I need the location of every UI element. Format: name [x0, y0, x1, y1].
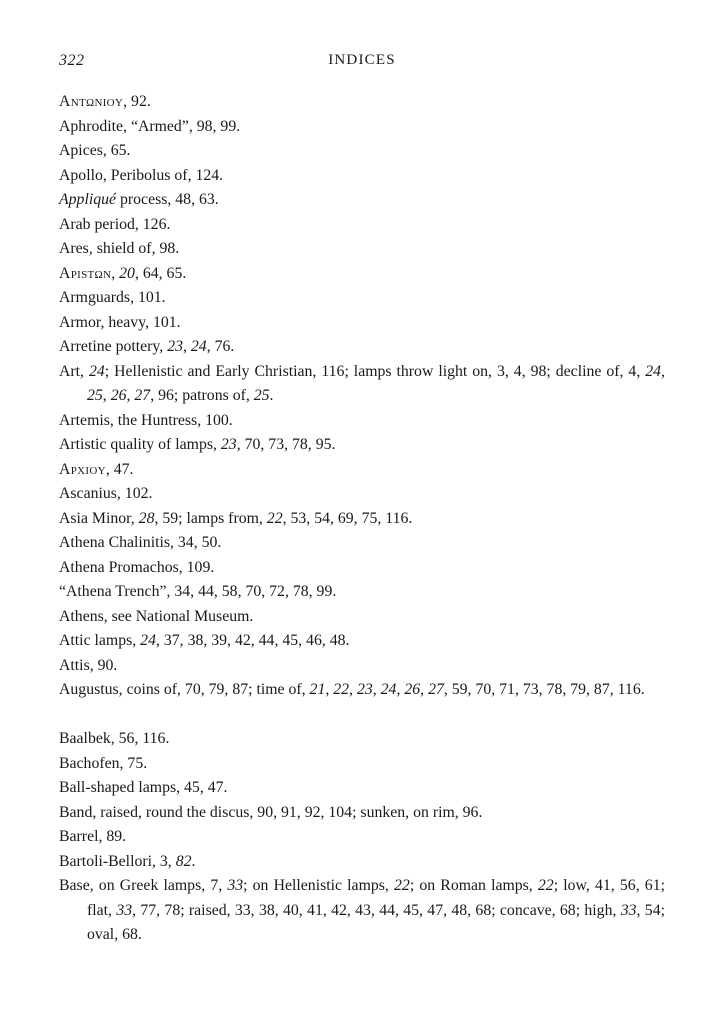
index-entry [59, 213, 665, 238]
index-entry [59, 580, 665, 605]
entry-text: Armguards, 101. [59, 289, 166, 306]
entry-text: 26 [110, 387, 127, 404]
entry-text: 23 [356, 681, 373, 698]
index-entry [59, 629, 665, 654]
entry-text: 20 [119, 264, 135, 282]
entry-text: ; on Roman lamps, [409, 877, 538, 894]
entry-text: , 59; lamps from, [154, 509, 267, 527]
entry-text: Appliqué [59, 191, 117, 208]
entry-text: Ascanius, 102. [59, 485, 153, 502]
entry-text: Barrel, 89. [59, 828, 127, 845]
entry-text: . [191, 852, 196, 870]
entry-text: , 92. [123, 93, 151, 110]
entry-text: 24 [88, 362, 105, 380]
index-entry [59, 262, 665, 287]
entry-text: 27 [428, 681, 444, 698]
entry-text: Athens, see National Museum. [59, 607, 254, 625]
entry-text: 23 [167, 338, 183, 355]
index-entry [59, 335, 665, 360]
entry-text: Armor, heavy, 101. [59, 313, 181, 331]
entry-text: , [349, 681, 357, 698]
index-entry [59, 752, 665, 777]
index-entry [59, 776, 665, 801]
index-entry [59, 727, 665, 752]
entry-text: 25 [253, 387, 270, 404]
entry-text: 82 [175, 852, 192, 870]
index-entry [59, 458, 665, 483]
index-entry [59, 139, 665, 164]
entry-text: 22 [266, 509, 283, 527]
entry-text: ; low, 41, 56, 61; flat, [87, 877, 665, 919]
entry-text: 26 [404, 681, 421, 698]
entry-text: , [661, 362, 665, 380]
entry-text: Arretine pottery, [59, 338, 168, 355]
running-head: INDICES [328, 52, 396, 68]
entry-text: , [102, 387, 111, 404]
entry-text: 33 [620, 901, 637, 919]
entry-text: Ares, shield of, 98. [59, 240, 180, 257]
index-entry [59, 286, 665, 311]
index-entry [59, 237, 665, 262]
index-entry [59, 115, 665, 140]
index-entry [59, 531, 665, 556]
entry-text: Arab period, 126. [59, 215, 171, 233]
entry-text: 33 [116, 901, 133, 919]
entry-text: 24 [190, 338, 207, 355]
entry-text: Athena Promachos, 109. [59, 558, 215, 576]
index-entry [59, 90, 665, 115]
entry-text: 27 [134, 387, 151, 404]
page-number: 322 [59, 52, 85, 69]
entry-text: , 96; patrons of, [150, 387, 254, 404]
entry-text: Apistωn [59, 264, 112, 282]
entry-text: Apices, 65. [59, 142, 131, 159]
entry-text: 24 [380, 681, 397, 698]
entry-text: 23 [220, 436, 237, 453]
entry-text: ; Hellenistic and Early Christian, 116; lamps throw light on, 3, 4, 98; decline of, 4, [104, 362, 646, 380]
entry-text: Attic lamps, [59, 632, 141, 649]
entry-text: 22 [333, 681, 350, 698]
entry-text: Aphrodite, “Armed”, 98, 99. [59, 117, 241, 135]
index-entry [59, 678, 665, 703]
index-entry [59, 482, 665, 507]
index-entry [59, 825, 665, 850]
entry-text: 22 [394, 877, 410, 894]
entry-text: 33 [227, 877, 244, 894]
entry-text: 28 [138, 509, 155, 527]
entry-text: , [183, 338, 191, 355]
entry-text: . [269, 387, 274, 404]
entry-text: ; on Hellenistic lamps, [243, 877, 395, 894]
entry-text: , [126, 387, 135, 404]
entry-text: , [111, 264, 120, 282]
index-entry [59, 507, 665, 532]
entry-text: , 47. [105, 460, 134, 478]
entry-text: Ball-shaped lamps, 45, 47. [59, 779, 228, 796]
entry-text: 22 [537, 877, 554, 894]
entry-text: , 77, 78; raised, 33, 38, 40, 41, 42, 43, 44, 45, 47, 48, 68; concave, 68; high, [132, 901, 621, 919]
entry-text: , [420, 681, 429, 698]
entry-text: Athena Chalinitis, 34, 50. [59, 534, 222, 551]
entry-text: 21 [309, 681, 326, 698]
index-list [59, 90, 665, 948]
entry-text: Augustus, coins of, 70, 79, 87; time of, [59, 681, 310, 698]
entry-text: Baalbek, 56, 116. [59, 730, 170, 747]
page-header [59, 52, 665, 74]
entry-text: Apxioy [59, 460, 106, 478]
entry-text: Artistic quality of lamps, [59, 436, 221, 453]
entry-text: , [396, 681, 405, 698]
entry-text: 24 [645, 362, 662, 380]
entry-text: “Athena Trench”, 34, 44, 58, 70, 72, 78, 99. [59, 583, 337, 600]
entry-text: Attis, 90. [59, 656, 118, 674]
entry-text: Band, raised, round the discus, 90, 91, 92, 104; sunken, on rim, 96. [59, 803, 483, 821]
index-entry [59, 164, 665, 189]
index-entry [59, 874, 665, 948]
index-entry [59, 409, 665, 434]
index-entry [59, 654, 665, 679]
entry-text: , 37, 38, 39, 42, 44, 45, 46, 48. [155, 632, 350, 649]
entry-text: Artemis, the Huntress, 100. [59, 411, 233, 429]
index-entry [59, 850, 665, 875]
entry-text: Bachofen, 75. [59, 754, 148, 772]
entry-text: Apollo, Peribolus of, 124. [59, 166, 224, 184]
entry-text: , 64, 65. [134, 264, 187, 282]
entry-text: , [325, 681, 334, 698]
entry-text: , 53, 54, 69, 75, 116. [282, 509, 413, 527]
index-entry [59, 801, 665, 826]
index-entry [59, 433, 665, 458]
index-entry [59, 188, 665, 213]
entry-text: , 54; oval, 68. [87, 901, 665, 943]
entry-text: 24 [140, 632, 156, 649]
entry-text: , 76. [206, 338, 235, 355]
entry-text: Base, on Greek lamps, 7, [59, 877, 228, 894]
entry-text: , 70, 73, 78, 95. [236, 436, 336, 453]
entry-text: Bartoli-Bellori, 3, [59, 852, 176, 870]
entry-text: , 59, 70, 71, 73, 78, 79, 87, 116. [443, 681, 645, 698]
entry-text: process, 48, 63. [116, 191, 219, 208]
index-entry [59, 556, 665, 581]
entry-text: 25 [87, 387, 103, 404]
index-entry [59, 311, 665, 336]
index-entry [59, 605, 665, 630]
entry-text: Asia Minor, [59, 509, 139, 527]
entry-text: , [372, 681, 381, 698]
index-entry [59, 360, 665, 409]
entry-text: Art, [59, 362, 89, 380]
entry-text: Antωnioy [59, 93, 124, 110]
